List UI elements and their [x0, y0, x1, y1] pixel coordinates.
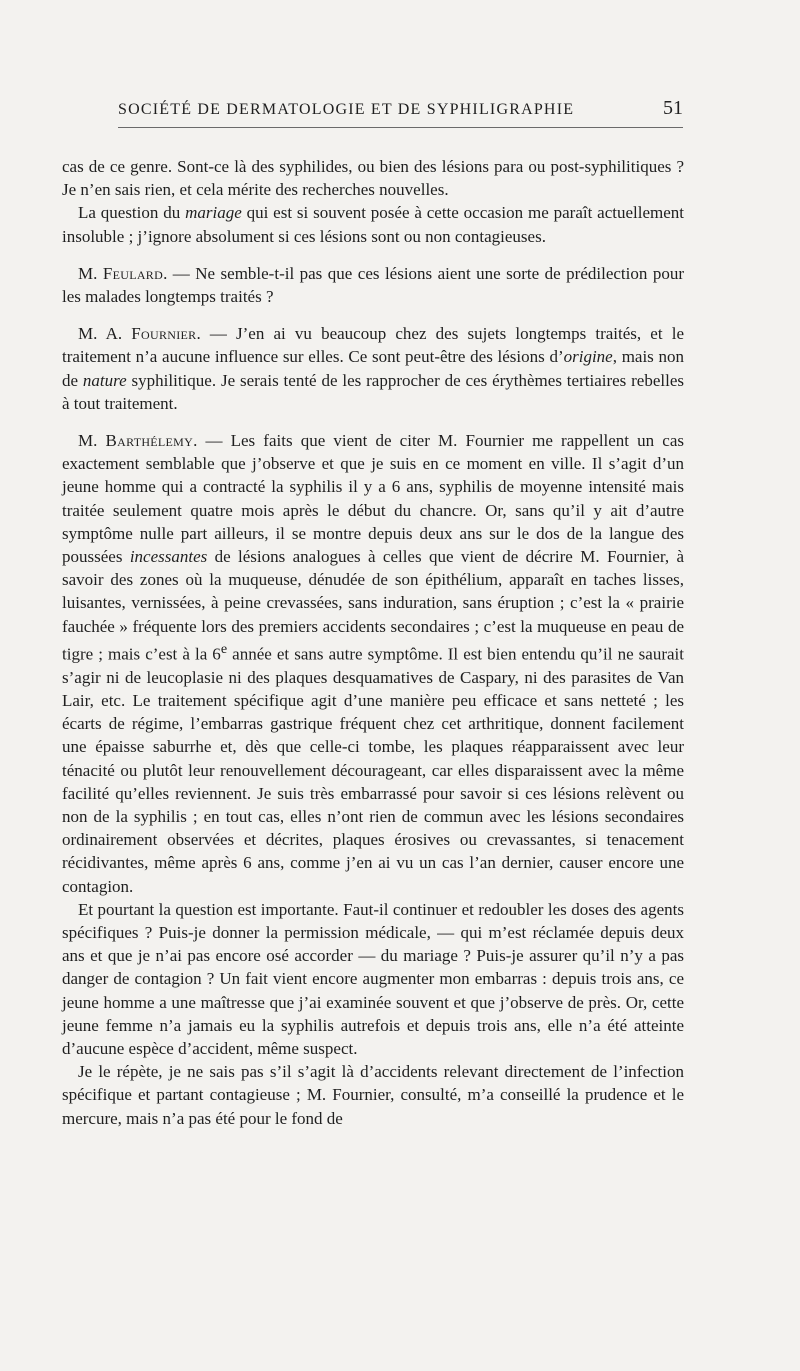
- speaker-fournier-text-3: syphilitique. Je serais tenté de les rapprocher de ces érythèmes tertiaires rebelles à tout traitement.: [62, 370, 685, 413]
- paragraph-6: [62, 898, 684, 1060]
- paragraph-7: [62, 1060, 684, 1130]
- speaker-name: Barthélemy: [105, 431, 194, 451]
- speaker-prefix: M. A.: [78, 324, 132, 344]
- speaker-fournier-paragraph: [62, 322, 684, 415]
- speaker-name: Feulard: [102, 263, 164, 283]
- speaker-feulard-paragraph: [62, 262, 684, 308]
- emphasis-incessantes: incessantes: [129, 547, 208, 567]
- running-title: SOCIÉTÉ DE DERMATOLOGIE ET DE SYPHILIGRAPHIE: [118, 101, 575, 118]
- emphasis-nature: nature: [82, 370, 127, 390]
- page-number: 51: [663, 97, 683, 119]
- emphasis-mariage: mariage: [185, 203, 242, 223]
- paragraph-1-text: cas de ce genre. Sont-ce là des syphilides, ou bien des lésions para ou post-syphilitiques ? Je n’en sais rien, et cela mérite des recherches nouvelles.: [62, 157, 684, 200]
- speaker-barthelemy-text-2: de lésions analogues à celles que vient de décrire M. Fournier, à savoir des zones où la muqueuse, dénudée de son épithélium, apparaît en taches lisses, luisantes, vernissées, à peine crevassées, sans induration, sans éruption ; c’est la « prairie fauchée » fréquente lors des premiers accidents secondaires ; c’est la muqueuse en peau de tigre ; mais c’est à la 6: [62, 547, 684, 664]
- running-header: [118, 97, 683, 128]
- speaker-barthelemy-paragraph: [62, 429, 684, 898]
- paragraph-2: [62, 201, 684, 247]
- speaker-prefix: M.: [78, 263, 103, 283]
- body-text: [62, 155, 684, 1130]
- paragraph-6-text: Et pourtant la question est importante. Faut-il continuer et redoubler les doses des agents spécifiques ? Puis-je donner la permission médicale, — qui m’est réclamée depuis deux ans et que je n’ai pas encore osé accorder — du mariage ? Puis-je assurer qu’il n’y a pas danger de contagion ? Un fait vient encore augmenter mon embarras : depuis trois ans, ce jeune homme a une maîtresse que j’ai examinée souvent et que j’observe de près. Or, cette jeune femme n’a jamais eu la syphilis autrefois et depuis trois ans, elle n’a été atteinte d’aucune espèce d’accident, même suspect.: [62, 899, 684, 1058]
- speaker-fournier-text-2: , mais non de: [62, 347, 685, 390]
- speaker-feulard-text: . — Ne semble-t-il pas que ces lésions aient une sorte de prédilection pour les malades longtemps traités ?: [62, 263, 684, 307]
- ordinal-superscript: e: [220, 640, 228, 657]
- speaker-prefix: M.: [78, 431, 106, 451]
- paragraph-2-before: La question du: [78, 203, 186, 223]
- paragraph-7-text: Je le répète, je ne sais pas s’il s’agit là d’accidents relevant directement de l’infection spécifique et partant contagieuse ; M. Fournier, consulté, m’a conseillé la prudence et le mercure, mais n’a pas été pour le fond de: [62, 1062, 684, 1128]
- speaker-barthelemy-text-1: . — Les faits que vient de citer M. Fournier me rappellent un cas exactement semblable que j’observe et que je suis en ce moment en ville. Il s’agit d’un jeune homme qui a contracté la syphilis il y a 6 ans, syphilis de moyenne intensité mais traitée seulement quatre mois après le début du chancre. Or, sans qu’il y ait d’autre symptôme nulle part ailleurs, il se montre depuis deux ans sur le dos de la langue des poussées: [62, 431, 684, 567]
- speaker-name: Fournier: [131, 324, 197, 344]
- emphasis-origine: origine: [563, 347, 613, 367]
- paragraph-1: [62, 155, 684, 201]
- speaker-barthelemy-text-3: année et sans autre symptôme. Il est bien entendu qu’il ne saurait s’agir ni de leucoplasie ni des plaques desquamatives de Caspary, ni des parasites de Van Lair, etc. Le traitement spécifique agit d’une manière peu efficace et sans netteté ; les écarts de régime, l’embarras gastrique fréquent chez cet arthritique, donnent facilement une épaisse saburrhe et, dès que celle-ci tombe, les plaques réapparaissent avec leur ténacité ou plutôt leur renouvellement décourageant, car elles disparaissent avec la même facilité qu’elles reviennent. Je suis très embarrassé pour savoir si ces lésions relèvent ou non de la syphilis ; en tout cas, elles n’ont rien de commun avec les lésions secondaires ordinairement observées et décrites, plaques érosives ou crevassantes, si tenacement récidivantes, même après 6 ans, comme j’en ai vu un cas l’an dernier, causer encore une contagion.: [62, 644, 684, 896]
- speaker-fournier-text-1: . — J’en ai vu beaucoup chez des sujets longtemps traités, et le traitement n’a aucune influence sur elles. Ce sont peut-être des lésions d’: [62, 324, 684, 367]
- paragraph-2-after: qui est si souvent posée à cette occasion me paraît actuellement insoluble ; j’ignore absolument si ces lésions sont ou non contagieuses.: [62, 203, 684, 246]
